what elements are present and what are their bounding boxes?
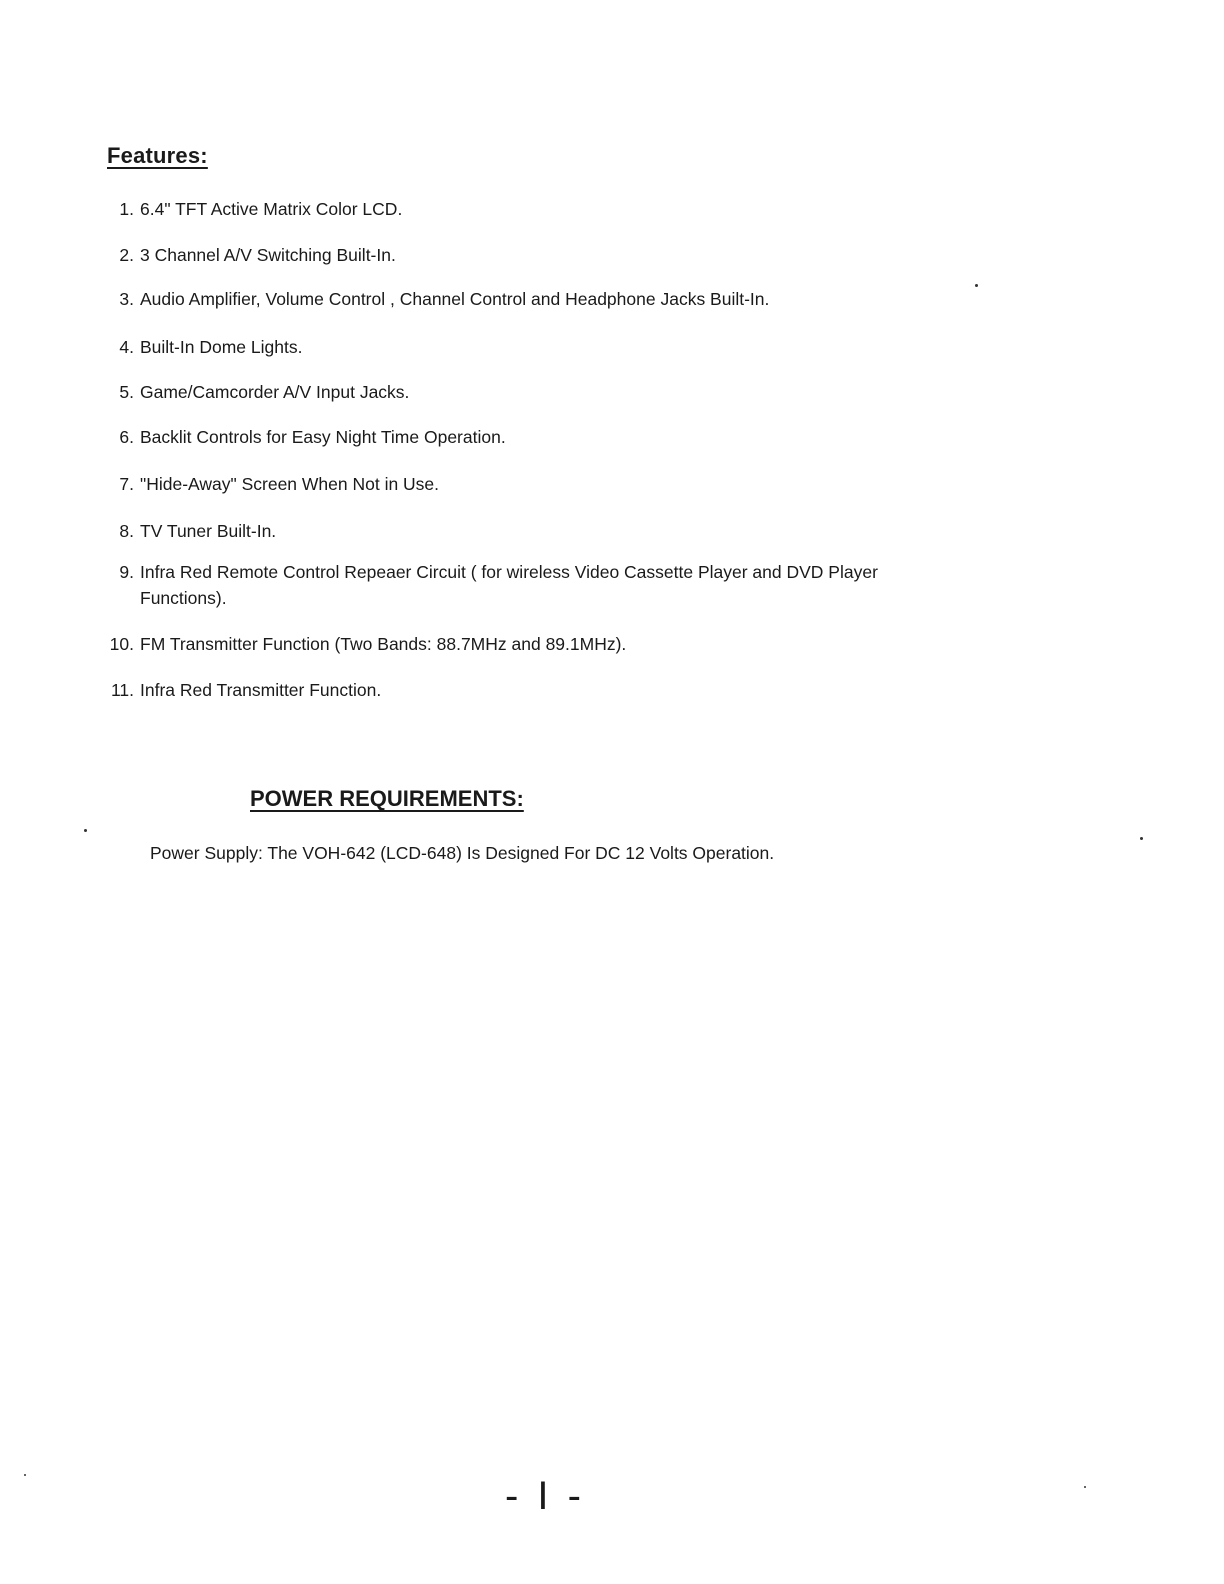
item-number: 4. [119,337,134,357]
item-text: Infra Red Remote Control Repeaer Circuit ( for wireless Video Cassette Player and DVD Player Functions). [140,562,878,608]
page-number: - I - [505,1474,585,1518]
item-number: 2. [119,245,134,265]
item-text: TV Tuner Built-In. [140,521,277,541]
item-number: 6. [119,427,134,447]
scan-speck [24,1474,26,1476]
item-text: Built-In Dome Lights. [140,337,303,357]
features-heading: Features: [107,143,208,168]
list-item [100,677,381,703]
list-item [100,518,276,544]
item-number: 10. [109,634,134,654]
item-text: Audio Amplifier, Volume Control , Channel Control and Headphone Jacks Built-In. [140,289,770,309]
item-text: "Hide-Away" Screen When Not in Use. [140,474,440,494]
power-requirements-heading: POWER REQUIREMENTS: [250,786,524,811]
item-number: 9. [119,562,134,582]
item-text: Game/Camcorder A/V Input Jacks. [140,382,410,402]
scan-speck [975,284,978,287]
item-text: FM Transmitter Function (Two Bands: 88.7MHz and 89.1MHz). [140,634,627,654]
item-text: Backlit Controls for Easy Night Time Operation. [140,427,506,447]
list-item [100,379,409,405]
list-item [100,196,402,222]
power-supply-text: Power Supply: The VOH-642 (LCD-648) Is Designed For DC 12 Volts Operation. [150,843,775,863]
list-item [100,286,769,312]
item-text: 3 Channel A/V Switching Built-In. [140,245,396,265]
list-item [100,559,888,611]
scan-speck [1140,837,1143,840]
item-number: 11. [110,680,134,700]
scan-speck [84,829,87,832]
list-item [100,334,302,360]
item-number: 8. [119,521,134,541]
item-number: 7. [119,474,134,494]
item-text: 6.4" TFT Active Matrix Color LCD. [140,199,403,219]
item-number: 3. [119,289,134,309]
item-text: Infra Red Transmitter Function. [140,680,382,700]
list-item [100,471,439,497]
item-number: 5. [119,382,134,402]
list-item [100,242,396,268]
item-number: 1. [119,199,134,219]
list-item [100,424,506,450]
scan-speck [1084,1486,1086,1488]
list-item [100,631,626,657]
